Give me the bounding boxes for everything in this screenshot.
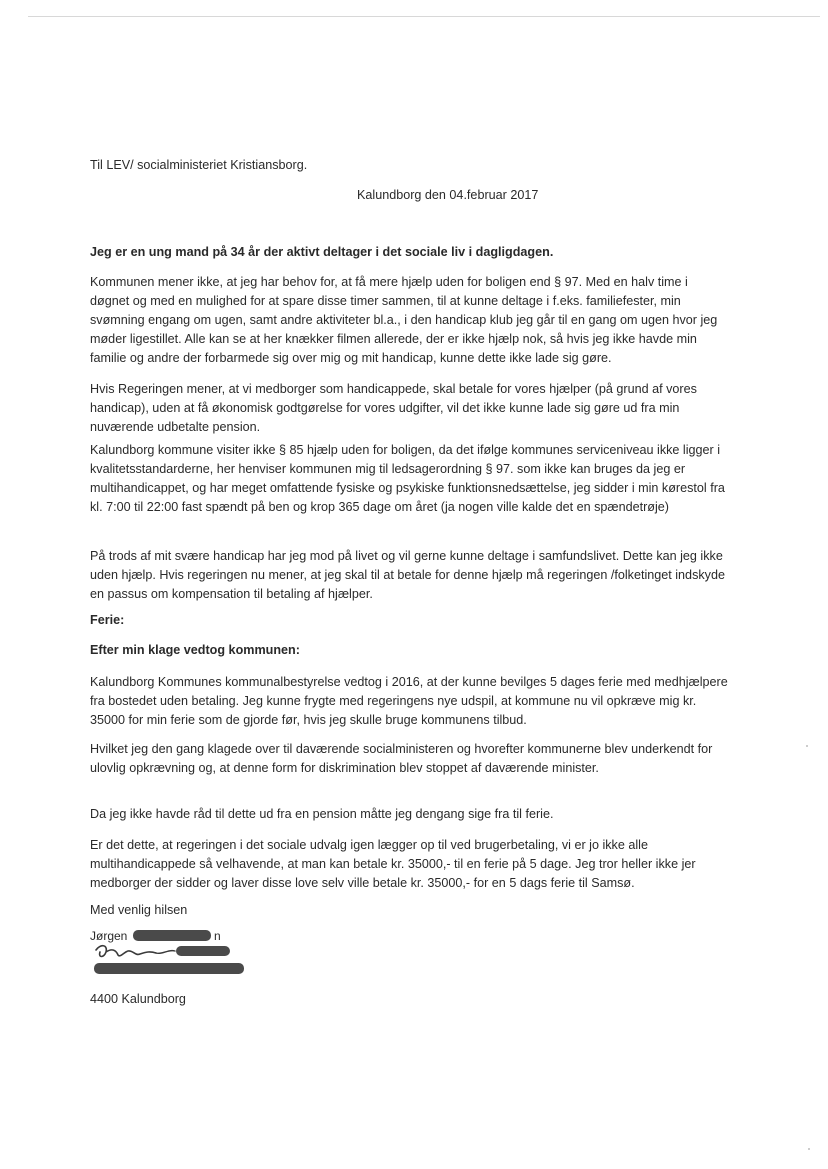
signature-stroke — [96, 946, 156, 957]
postal-line: 4400 Kalundborg — [90, 992, 186, 1006]
paragraph-4: På trods af mit svære handicap har jeg mod på livet og vil gerne kunne deltage i samfundslivet. Dette kan jeg ikke uden hjælp. Hvis regeringen nu mener, at jeg skal til at betale for denne hjælp må regeringen /folketinget indskyde en passus om kompensation til betaling af hjælper. — [90, 549, 725, 601]
scan-speck — [806, 745, 808, 747]
redacted-surname — [133, 930, 211, 941]
paragraph-5: Kalundborg Kommunes kommunalbestyrelse vedtog i 2016, at der kunne bevilges 5 dages ferie med medhjælpere fra bostedet uden betaling. Jeg kunne frygte med regeringens nye udspil, at kommune nu vil opkræve mig kr. 35000 for min ferie som de gjorde før, hvis jeg skulle bruge kommunens tilbud. — [90, 675, 728, 727]
signature-stroke — [156, 951, 175, 954]
recipient-line: Til LEV/ socialministeriet Kristiansborg. — [90, 158, 308, 172]
paragraph-7: Da jeg ikke havde råd til dette ud fra en pension måtte jeg dengang sige fra til ferie. — [90, 807, 554, 821]
place-date: Kalundborg den 04.februar 2017 — [357, 188, 539, 202]
scan-edge-line — [28, 16, 820, 17]
paragraph-1: Kommunen mener ikke, at jeg har behov for, at få mere hjælp uden for boligen end § 97. Med en halv time i døgnet og med en mulighed for at spare disse timer sammen, til at kunne deltage i f.eks. familiefester, min svømning engang om ugen, samt andre aktiviteter bl.a., i den handicap klub jeg går til en gang om ugen hvor jeg møder ligestillet. Alle kan se at her knækker filmen allerede, der er ikke hjælp nok, så hvis jeg ikke havde min familie og andre der forbarmede sig over mig og mit handicap, kunne dette ikke lade sig gøre. — [90, 275, 718, 365]
signature-name-end: n — [214, 929, 221, 943]
signature-first-name: Jørgen — [90, 929, 128, 943]
heading-klage: Efter min klage vedtog kommunen: — [90, 643, 300, 657]
scan-speck — [808, 1148, 810, 1150]
paragraph-3: Kalundborg kommune visiter ikke § 85 hjælp uden for boligen, da det ifølge kommunes serviceniveau ikke ligger i kvalitetsstandarderne, her henviser kommunen mig til ledsagerordning § 97. som ikke kan bruges da jeg er multihandicappet, og har meget omfattende fysiske og psykiske funktionsnedsættelse, jeg sidder i min kørestol fra kl. 7:00 til 22:00 fast spændt på ben og krop 365 dage om året (ja nogen ville kalde det en spændetrøje) — [90, 443, 725, 514]
headline: Jeg er en ung mand på 34 år der aktivt deltager i det sociale liv i dagligdagen. — [90, 245, 554, 259]
paragraph-8: Er det dette, at regeringen i det sociale udvalg igen lægger op til ved brugerbetaling, vi er jo ikke alle multihandicappede så velhavende, at man kan betale kr. 35000,- til en ferie på 5 dage. Jeg tror heller ikke jer medborger der sidder og laver disse love selv ville betale kr. 35000,- for en 5 dags ferie til Samsø. — [90, 838, 696, 890]
signature-name — [90, 928, 221, 944]
closing-greeting: Med venlig hilsen — [90, 903, 188, 917]
redacted-signature-part — [176, 946, 230, 956]
heading-ferie: Ferie: — [90, 613, 125, 627]
paragraph-6: Hvilket jeg den gang klagede over til daværende socialministeren og hvorefter kommunerne blev underkendt for ulovlig opkrævning og, at denne form for diskrimination blev stoppet af daværende minister. — [90, 742, 713, 775]
paragraph-2: Hvis Regeringen mener, at vi medborger som handicappede, skal betale for vores hjælper (på grund af vores handicap), uden at få økonomisk godtgørelse for vores udgifter, vil det ikke kunne lade sig gøre ud fra min nuværende udbetalte pension. — [90, 382, 697, 434]
redacted-address — [94, 963, 244, 974]
